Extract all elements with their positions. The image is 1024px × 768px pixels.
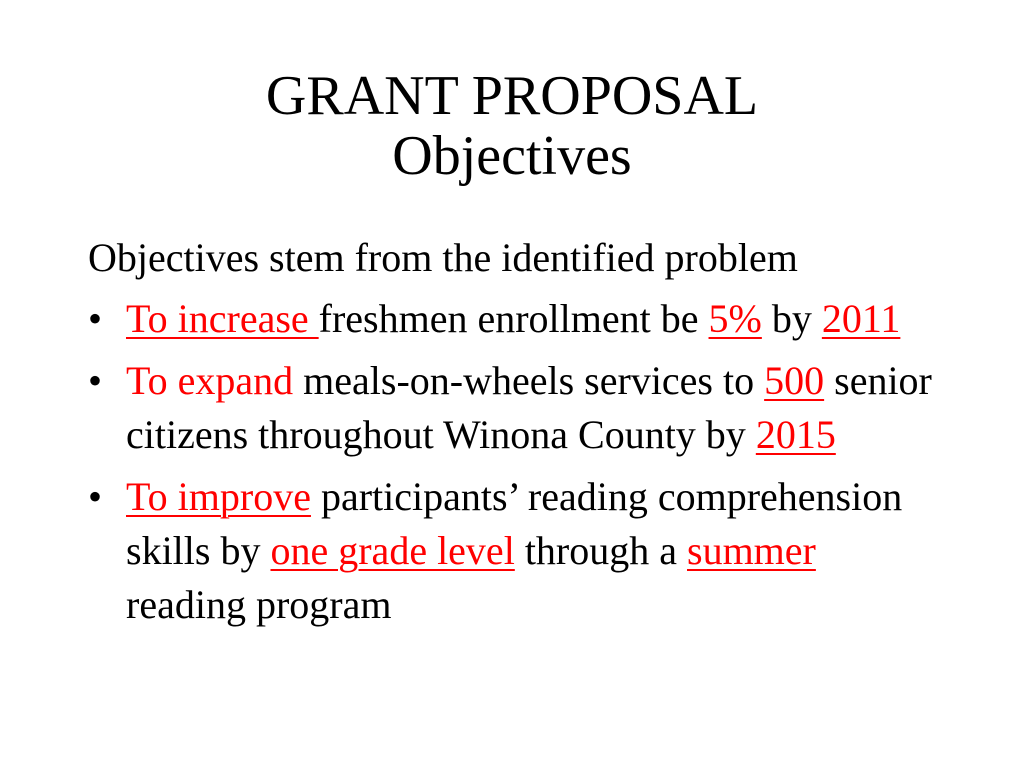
text-run: 500 [764, 358, 825, 403]
text-run: by [761, 296, 822, 341]
slide-body [88, 231, 938, 640]
slide-title [0, 66, 1024, 186]
bullet-icon: • [88, 474, 103, 519]
bullet-item [88, 292, 938, 346]
text-run: participants’ reading comprehension skills by [126, 474, 903, 573]
text-run: reading program [126, 582, 392, 627]
intro-text: Objectives stem from the identified problem [88, 235, 798, 280]
text-run: To expand [126, 358, 294, 403]
text-run: meals-on-wheels services to [293, 358, 765, 403]
text-run: one grade level [270, 528, 515, 573]
text-run: 2011 [821, 296, 901, 341]
text-run: To increase [126, 296, 319, 341]
bullet-icon: • [88, 296, 103, 341]
text-run: 2015 [755, 412, 836, 457]
text-run: senior citizens throughout Winona County by [126, 358, 932, 457]
text-run: To improve [126, 474, 311, 519]
text-run: freshmen enrollment be [318, 296, 709, 341]
title-line-2: Objectives [392, 125, 632, 187]
bullet-item [88, 354, 938, 462]
text-run: 5% [708, 296, 762, 341]
text-run: through a [514, 528, 687, 573]
title-line-1: GRANT PROPOSAL [265, 65, 759, 127]
bullet-icon: • [88, 358, 103, 403]
text-run: summer [687, 528, 816, 573]
bullet-item [88, 470, 938, 632]
